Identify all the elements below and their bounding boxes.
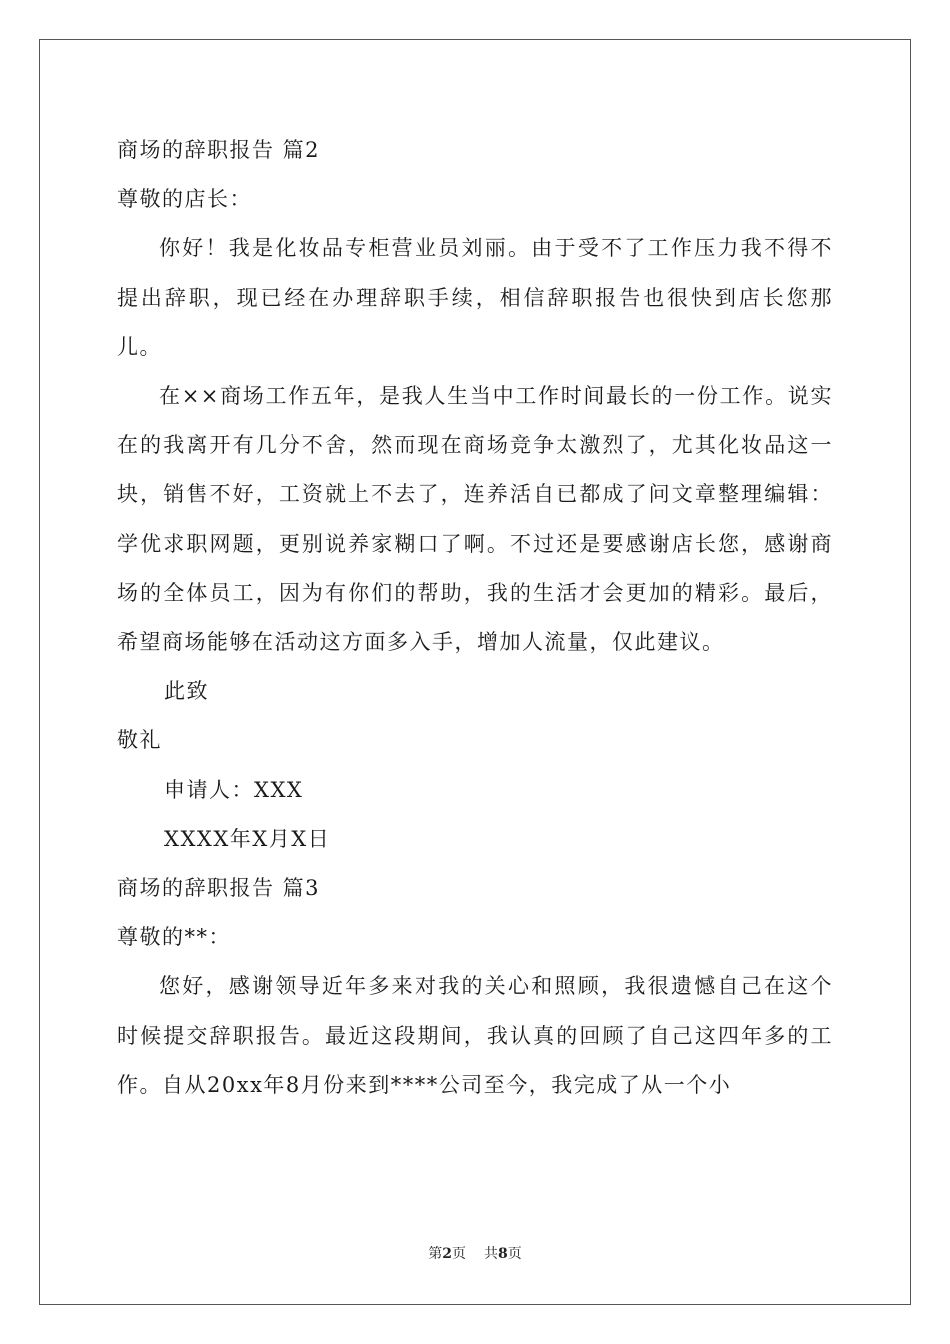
page-number: 2 (442, 1246, 452, 1262)
page-footer (0, 1244, 950, 1264)
salutation: 尊敬的**： (117, 925, 231, 950)
section-title: 商场的辞职报告 篇3 (117, 876, 321, 901)
page-mid: 页 (452, 1246, 466, 1262)
applicant-line: 申请人：XXX (164, 777, 304, 802)
total-prefix: 共 (484, 1246, 498, 1262)
paragraph: 你好！我是化妆品专柜营业员刘丽。由于受不了工作压力我不得不提出辞职，现已经在办理辞职手续，相信辞职报告也很快到店长您那儿。 (117, 236, 833, 359)
paragraph: 您好，感谢领导近年多来对我的关心和照顾，我很遗憾自己在这个时候提交辞职报告。最近这段期间，我认真的回顾了自己这四年多的工作。自从20xx年8月份来到****公司至今，我完成了从一个小 (117, 974, 833, 1097)
section-title: 商场的辞职报告 篇2 (117, 138, 321, 162)
paragraph: 在××商场工作五年，是我人生当中工作时间最长的一份工作。说实在的我离开有几分不舍，然而现在商场竞争太激烈了，尤其化妆品这一块，销售不好，工资就上不去了，连养活自已都成了问文章整理编辑：学优求职网题，更别说养家糊口了啊。不过还是要感谢店长您，感谢商场的全体员工，因为有你们的帮助，我的生活才会更加的精彩。最后，希望商场能够在活动这方面多入手，增加人流量，仅此建议。 (117, 384, 833, 655)
document-body (117, 126, 833, 1110)
total-suffix: 页 (507, 1246, 522, 1262)
page-prefix: 第 (428, 1246, 443, 1262)
page-total: 8 (498, 1246, 508, 1262)
closing-line: 此致 (164, 679, 209, 704)
closing-line: 敬礼 (117, 728, 162, 753)
salutation: 尊敬的店长： (117, 187, 252, 212)
date-line: XXXX年X月X日 (164, 826, 331, 851)
